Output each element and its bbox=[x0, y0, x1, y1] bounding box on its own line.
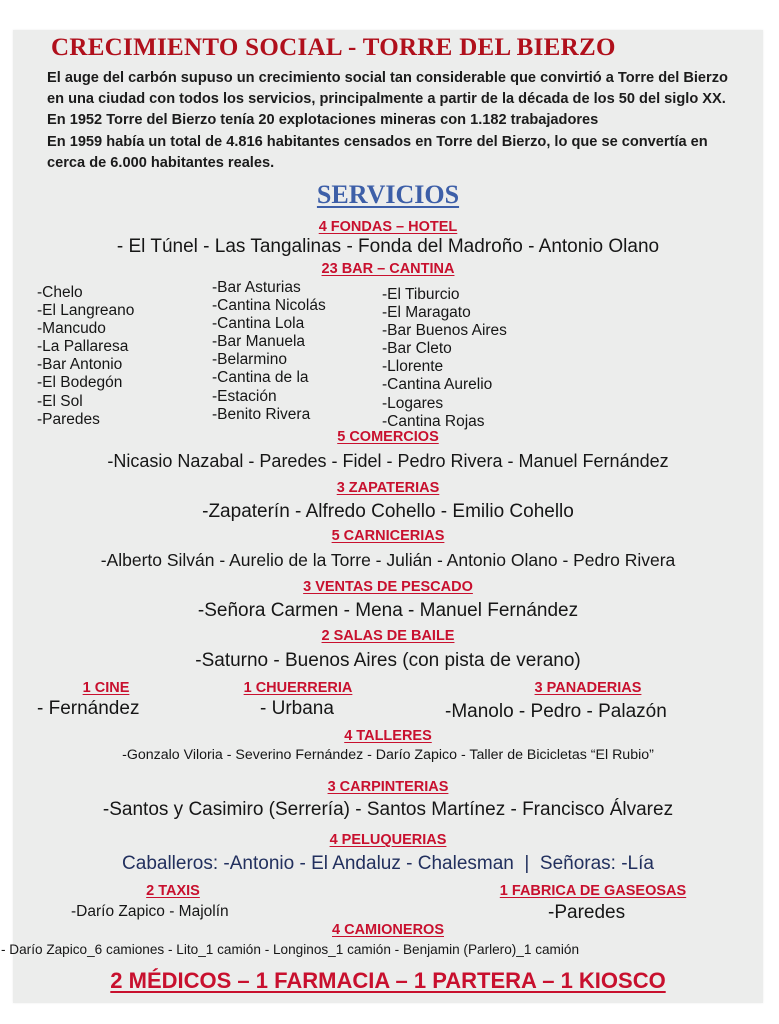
section-fondas-items: - El Túnel - Las Tangalinas - Fonda del Madroño - Antonio Olano bbox=[116, 236, 660, 257]
section-bares-heading: 23 BAR – CANTINA bbox=[321, 261, 455, 277]
intro-paragraph-2: En 1959 había un total de 4.816 habitantes censados en Torre del Bierzo, lo que se convertía en cerca de 6.000 habitantes reales. bbox=[47, 133, 708, 171]
list-item: -Bar Antonio bbox=[37, 356, 123, 374]
section-comercios-items: -Nicasio Nazabal - Paredes - Fidel - Pedro Rivera - Manuel Fernández bbox=[107, 451, 669, 471]
list-item: -Mancudo bbox=[37, 320, 106, 338]
footer-services-wrap bbox=[13, 968, 763, 994]
section-camioneros-items: - Darío Zapico_6 camiones - Lito_1 camión - Longinos_1 camión - Benjamin (Parlero)_1 camión bbox=[1, 942, 580, 957]
servicios-heading: SERVICIOS bbox=[316, 180, 460, 209]
list-item: -Logares bbox=[382, 394, 444, 412]
list-item: -El Sol bbox=[37, 392, 83, 410]
list-item: -Bar Asturias bbox=[212, 279, 301, 296]
section-peluquerias-heading: 4 PELUQUERIAS bbox=[329, 832, 447, 848]
list-item: -Belarmino bbox=[212, 351, 287, 369]
section-carpinterias-heading: 3 CARPINTERIAS bbox=[327, 779, 449, 795]
section-talleres-items: -Gonzalo Viloria - Severino Fernández - Darío Zapico - Taller de Bicicletas “El Rubio” bbox=[122, 747, 654, 763]
list-item: -La Pallaresa bbox=[37, 338, 129, 356]
section-fondas-heading: 4 FONDAS – HOTEL bbox=[318, 219, 458, 235]
list-item: -Benito Rivera bbox=[212, 405, 311, 423]
bares-column-1 bbox=[37, 284, 134, 429]
section-talleres-heading: 4 TALLERES bbox=[344, 728, 432, 744]
list-item: -Cantina Rojas bbox=[382, 412, 485, 430]
intro-paragraph-1: El auge del carbón supuso un crecimiento social tan considerable que convirtió a Torre del Bierzo en una ciudad con todos los servicios, principalmente a partir de la década de los 50 del siglo XX. En 1952 Torre del Bierzo tenía 20 explotaciones mineras con 1.182 trabajadores bbox=[47, 70, 728, 129]
poster-panel bbox=[1, 30, 763, 1003]
section-cine-heading: 1 CINE bbox=[82, 680, 130, 696]
section-baile-items: -Saturno - Buenos Aires (con pista de verano) bbox=[195, 650, 581, 671]
section-pescado-heading: 3 VENTAS DE PESCADO bbox=[303, 579, 473, 595]
list-item: -Estación bbox=[212, 387, 277, 405]
list-item: -Llorente bbox=[382, 358, 444, 376]
servicios-heading-wrap bbox=[13, 180, 763, 210]
poster-title: CRECIMIENTO SOCIAL - TORRE DEL BIERZO bbox=[51, 34, 616, 61]
list-item: -Bar Buenos Aires bbox=[382, 322, 507, 340]
section-carnicerias-items: -Alberto Silván - Aurelio de la Torre - Julián - Antonio Olano - Pedro Rivera bbox=[100, 550, 676, 570]
list-item: -Cantina Nicolás bbox=[212, 297, 326, 315]
list-item: -Paredes bbox=[37, 410, 100, 428]
section-carnicerias-heading: 5 CARNICERIAS bbox=[331, 528, 445, 544]
list-item: -Cantina de la bbox=[212, 369, 309, 387]
list-item: -El Bodegón bbox=[37, 374, 123, 392]
list-item: -Bar Cleto bbox=[382, 340, 452, 358]
list-item: -Cantina Lola bbox=[212, 315, 305, 333]
section-camioneros-heading: 4 CAMIONEROS bbox=[332, 922, 444, 938]
section-comercios-heading: 5 COMERCIOS bbox=[337, 429, 439, 445]
bares-column-3 bbox=[382, 286, 507, 431]
section-pescado-items: -Señora Carmen - Mena - Manuel Fernández bbox=[197, 600, 579, 621]
section-taxis-heading: 2 TAXIS bbox=[146, 883, 200, 899]
list-item: -Chelo bbox=[37, 284, 83, 301]
footer-services: 2 MÉDICOS – 1 FARMACIA – 1 PARTERA – 1 KIOSCO bbox=[110, 968, 666, 993]
section-panaderias-items: -Manolo - Pedro - Palazón bbox=[445, 701, 667, 722]
list-item: -Cantina Aurelio bbox=[382, 376, 493, 394]
bares-column-2 bbox=[212, 279, 326, 424]
section-carpinterias-items: -Santos y Casimiro (Serrería) - Santos Martínez - Francisco Álvarez bbox=[102, 799, 674, 820]
section-gaseosas-items: -Paredes bbox=[548, 902, 626, 923]
section-baile-heading: 2 SALAS DE BAILE bbox=[321, 628, 455, 644]
section-churreria-heading: 1 CHUERRERIA bbox=[243, 680, 353, 696]
section-taxis-items: -Darío Zapico - Majolín bbox=[71, 903, 229, 920]
list-item: -Bar Manuela bbox=[212, 333, 306, 351]
intro-text bbox=[47, 68, 747, 174]
section-panaderias-heading: 3 PANADERIAS bbox=[534, 680, 642, 696]
list-item: -El Langreano bbox=[37, 302, 135, 320]
section-zapaterias-items: -Zapaterín - Alfredo Cohello - Emilio Cohello bbox=[202, 501, 574, 522]
section-peluquerias-items: Caballeros: -Antonio - El Andaluz - Chalesman | Señoras: -Lía bbox=[122, 853, 654, 874]
list-item: -El Tiburcio bbox=[382, 286, 460, 303]
section-cine-items: - Fernández bbox=[37, 698, 140, 719]
section-zapaterias-heading: 3 ZAPATERIAS bbox=[336, 480, 440, 496]
section-gaseosas-heading: 1 FABRICA DE GASEOSAS bbox=[499, 883, 687, 899]
section-churreria-items: - Urbana bbox=[260, 698, 334, 719]
list-item: -El Maragato bbox=[382, 304, 471, 322]
